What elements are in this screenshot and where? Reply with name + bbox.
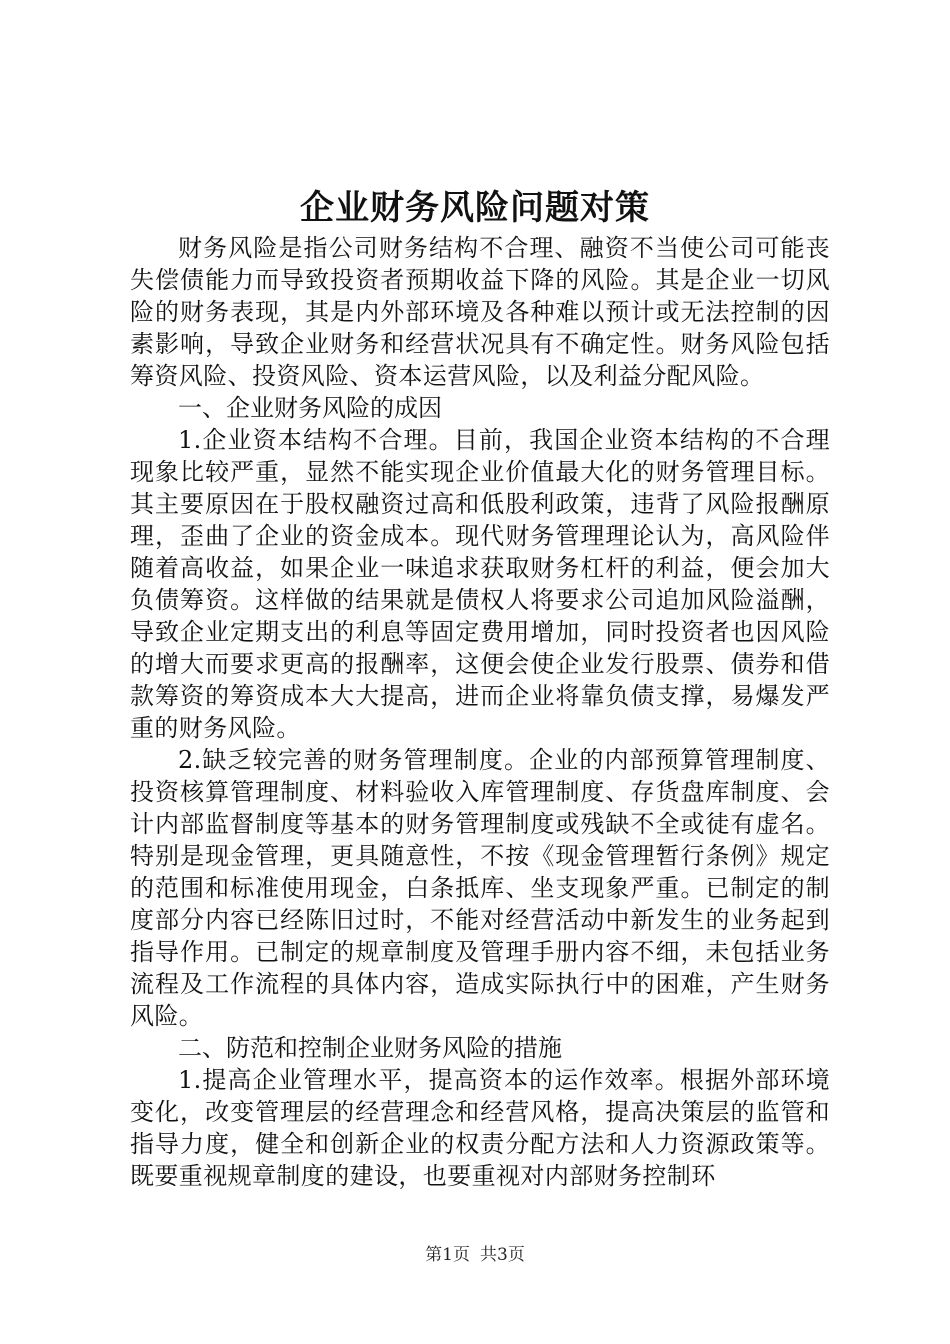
section-heading-measures: 二、防范和控制企业财务风险的措施 xyxy=(178,1034,562,1062)
page-total: 共3页 xyxy=(480,1245,525,1265)
document-body xyxy=(130,232,830,1192)
paragraph-intro: 财务风险是指公司财务结构不合理、融资不当使公司可能丧失偿债能力而导致投资者预期收益下降的风险。其是企业一切风险的财务表现，其是内外部环境及各种难以预计或无法控制的因素影响，导致企业财务和经营状况具有不确定性。财务风险包括筹资风险、投资风险、资本运营风险，以及利益分配风险。 xyxy=(130,234,830,390)
paragraph-management-level: 1.提高企业管理水平，提高资本的运作效率。根据外部环境变化，改变管理层的经营理念和经营风格，提高决策层的监管和指导力度，健全和创新企业的权责分配方法和人力资源政策等。既要重视规章制度的建设，也要重视对内部财务控制环 xyxy=(130,1066,830,1190)
page-number: 第1页 xyxy=(425,1245,470,1265)
page-footer xyxy=(0,1243,950,1267)
document-title: 企业财务风险问题对策 xyxy=(300,188,650,228)
paragraph-management-system: 2.缺乏较完善的财务管理制度。企业的内部预算管理制度、投资核算管理制度、材料验收入库管理制度、存货盘库制度、会计内部监督制度等基本的财务管理制度或残缺不全或徒有虚名。特别是现金管理，更具随意性，不按《现金管理暂行条例》规定的范围和标准使用现金，白条抵库、坐支现象严重。已制定的制度部分内容已经陈旧过时，不能对经营活动中新发生的业务起到指导作用。已制定的规章制度及管理手册内容不细，未包括业务流程及工作流程的具体内容，造成实际执行中的困难，产生财务风险。 xyxy=(130,746,830,1030)
section-heading-causes: 一、企业财务风险的成因 xyxy=(178,394,442,422)
paragraph-capital-structure: 1.企业资本结构不合理。目前，我国企业资本结构的不合理现象比较严重，显然不能实现企业价值最大化的财务管理目标。其主要原因在于股权融资过高和低股利政策，违背了风险报酬原理，歪曲了企业的资金成本。现代财务管理理论认为，高风险伴随着高收益，如果企业一味追求获取财务杠杆的利益，便会加大负债筹资。这样做的结果就是债权人将要求公司追加风险溢酬，导致企业定期支出的利息等固定费用增加，同时投资者也因风险的增大而要求更高的报酬率，这便会使企业发行股票、债券和借款筹资的筹资成本大大提高，进而企业将靠负债支撑，易爆发严重的财务风险。 xyxy=(130,426,830,742)
